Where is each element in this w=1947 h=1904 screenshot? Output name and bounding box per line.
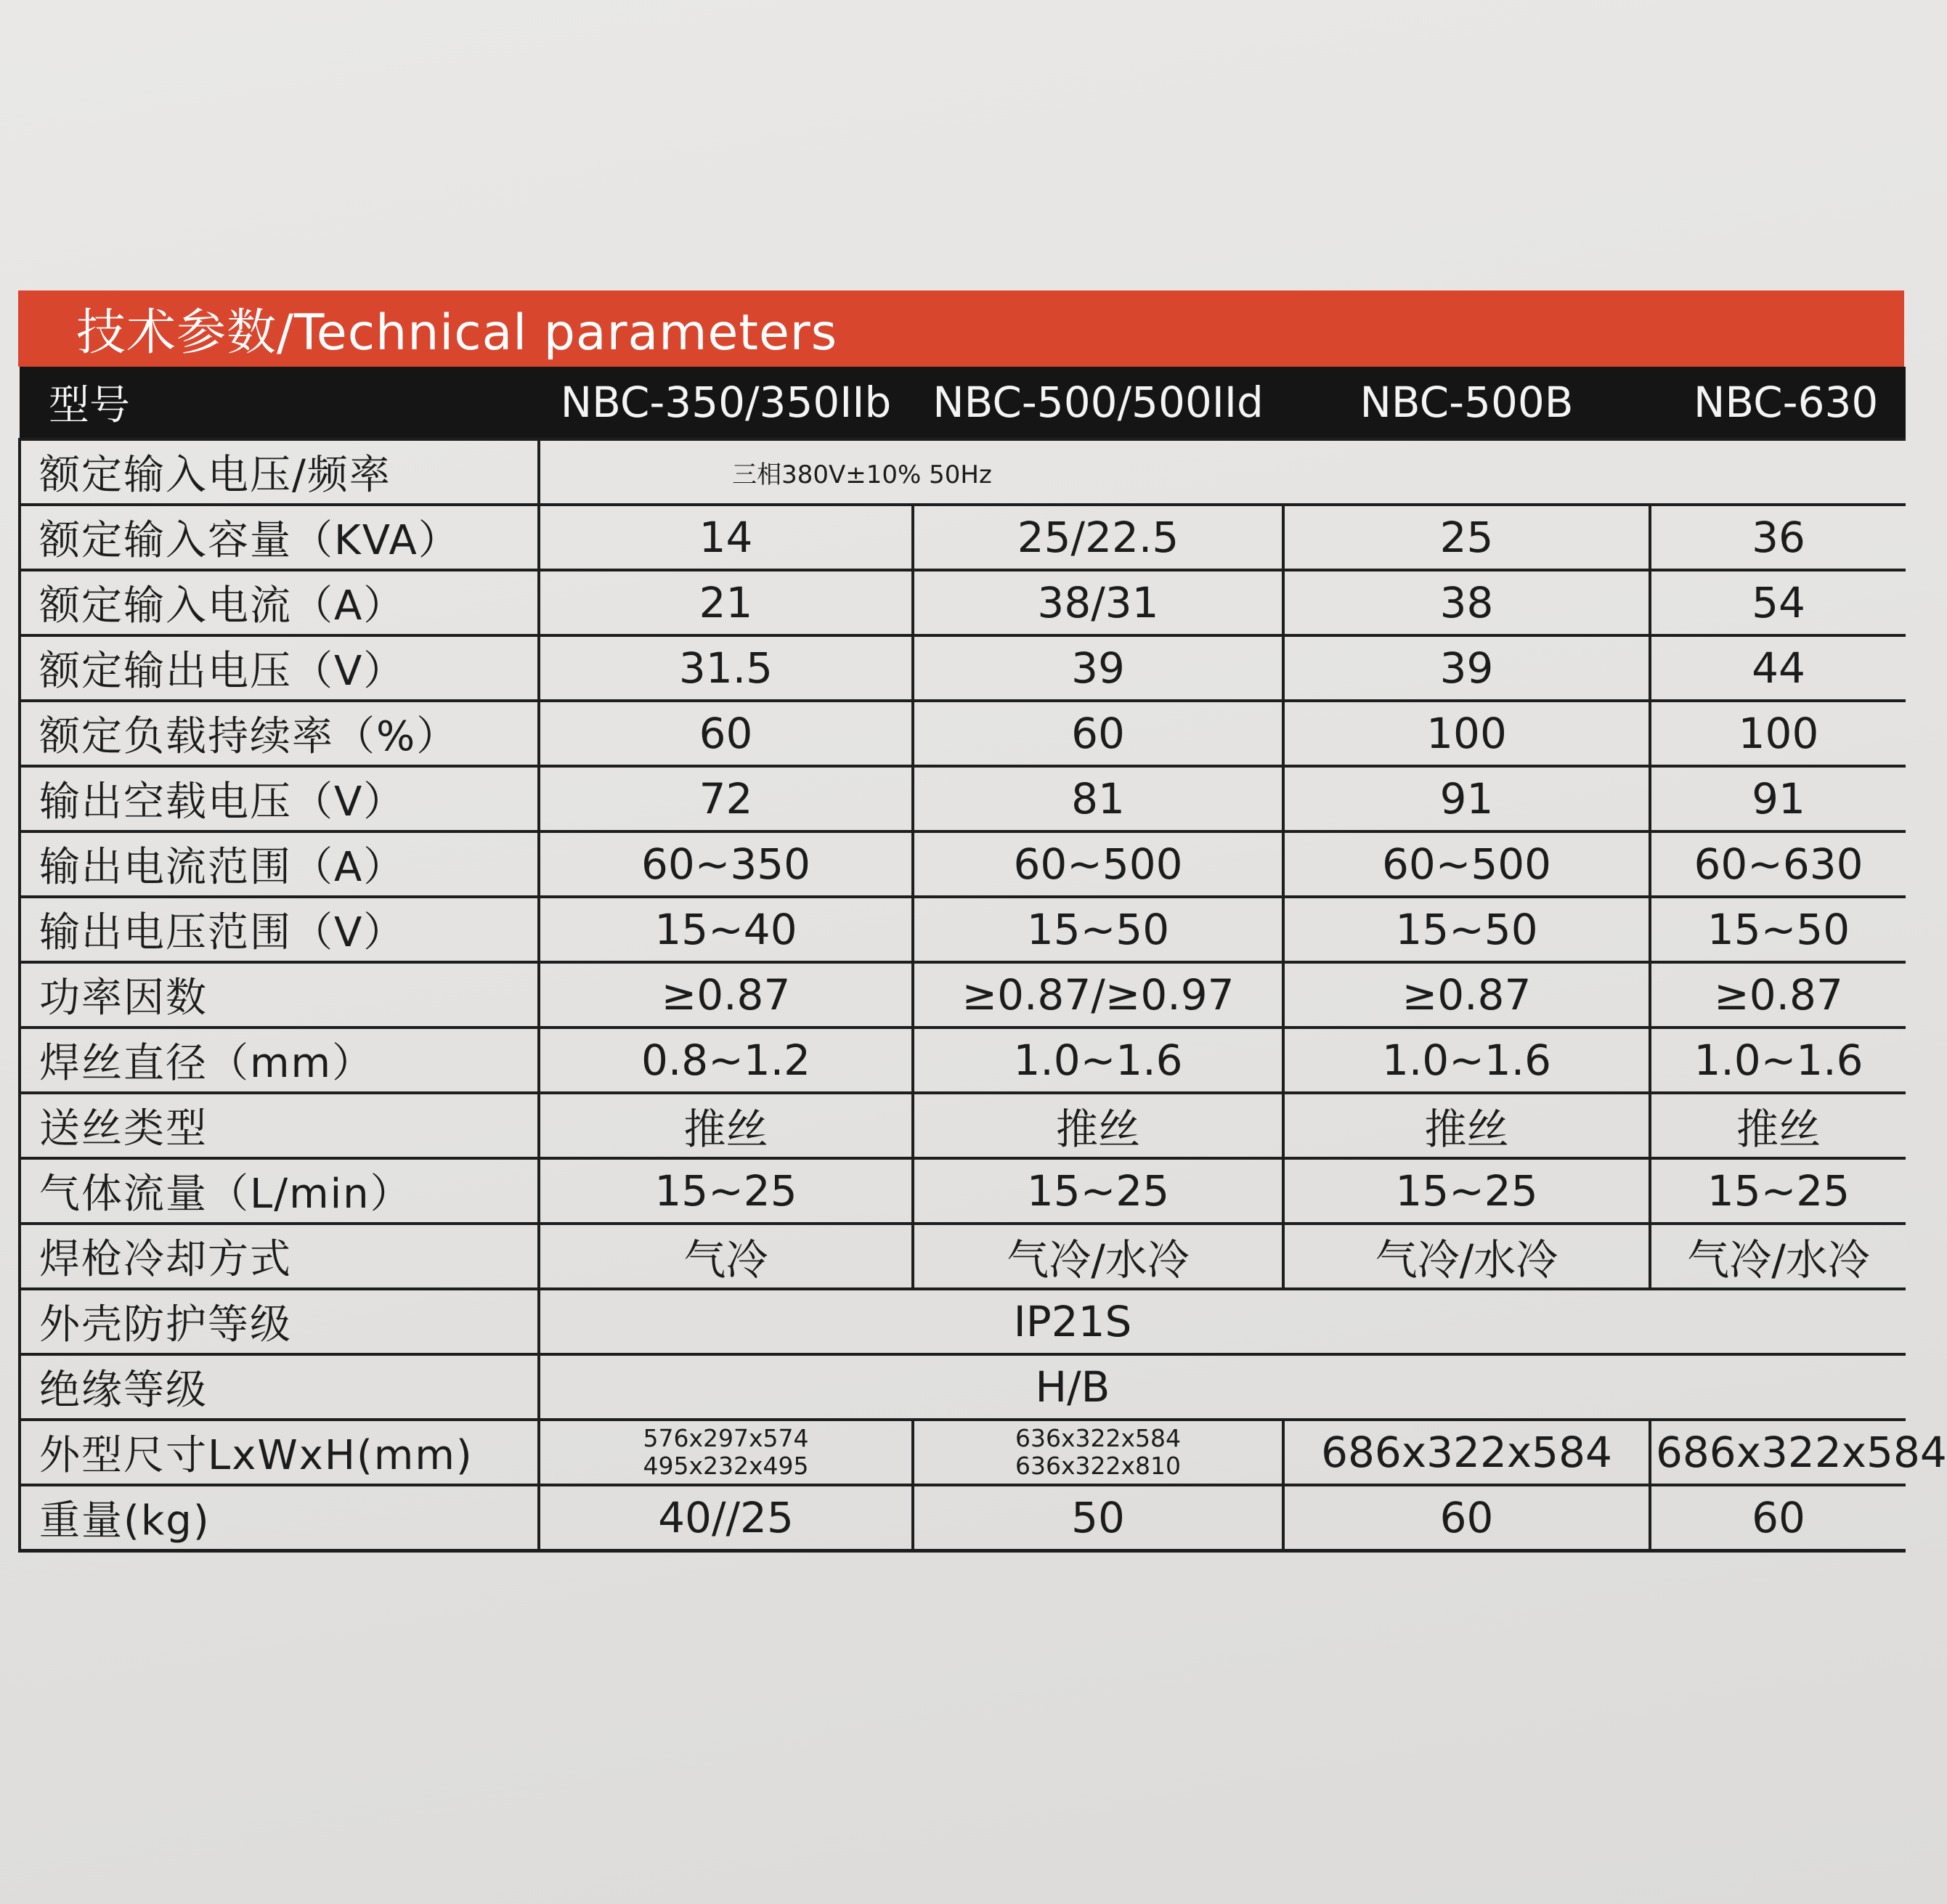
cell-value: 15~25 <box>1650 1158 1906 1224</box>
section-title-bar <box>18 290 1904 367</box>
cell-value: 气冷/水冷 <box>1283 1224 1650 1289</box>
cell-value <box>539 1420 913 1485</box>
table-row <box>20 439 1906 505</box>
cell-value: 60 <box>1650 1485 1906 1550</box>
table-row <box>20 1289 1906 1354</box>
table-row <box>20 831 1906 897</box>
table-row <box>20 1028 1906 1093</box>
technical-parameters-sheet <box>18 290 1947 1553</box>
model-label: 型号 <box>49 382 130 429</box>
cell-value: 60~500 <box>913 831 1283 897</box>
row-label: 重量(kg) <box>20 1485 539 1550</box>
cell-value: ≥0.87/≥0.97 <box>913 962 1283 1028</box>
model-header-row <box>20 367 1906 439</box>
cell-value: 气冷/水冷 <box>1650 1224 1906 1289</box>
cell-value: 39 <box>1283 635 1650 701</box>
cell-value: 推丝 <box>1650 1093 1906 1158</box>
cell-value: 15~50 <box>1650 897 1906 962</box>
cell-value: 15~25 <box>539 1158 913 1224</box>
cell-value: 31.5 <box>539 635 913 701</box>
cell-value: 38 <box>1283 570 1650 635</box>
row-label: 气体流量（L/min） <box>20 1158 539 1224</box>
cell-value: 36 <box>1650 505 1906 570</box>
spanned-value: IP21S <box>539 1289 1906 1354</box>
spanned-value: H/B <box>539 1354 1906 1420</box>
cell-value: 推丝 <box>1283 1093 1650 1158</box>
table-row <box>20 962 1906 1028</box>
model-name: NBC-630 <box>1694 378 1879 427</box>
table-row <box>20 1224 1906 1289</box>
cell-value: 1.0~1.6 <box>1650 1028 1906 1093</box>
cell-value: 50 <box>913 1485 1283 1550</box>
cell-value: 15~25 <box>1283 1158 1650 1224</box>
cell-value <box>913 1420 1283 1485</box>
cell-value: 60~630 <box>1650 831 1906 897</box>
cell-value: 15~40 <box>539 897 913 962</box>
cell-value: 60~500 <box>1283 831 1650 897</box>
row-label: 额定负载持续率（%） <box>20 701 539 766</box>
parameters-table <box>18 367 1947 1553</box>
cell-value: 60 <box>539 701 913 766</box>
row-label: 绝缘等级 <box>20 1354 539 1420</box>
row-label: 额定输入容量（KVA） <box>20 505 539 570</box>
cell-value: 21 <box>539 570 913 635</box>
cell-value: 25/22.5 <box>913 505 1283 570</box>
table-row <box>20 1354 1906 1420</box>
cell-value: 15~50 <box>1283 897 1650 962</box>
model-name: NBC-350/350IIb <box>560 378 892 427</box>
row-label: 额定输入电流（A） <box>20 570 539 635</box>
cell-value: 44 <box>1650 635 1906 701</box>
table-row <box>20 766 1906 831</box>
table-row <box>20 505 1906 570</box>
row-label: 额定输入电压/频率 <box>20 439 539 505</box>
model-name: NBC-500/500IId <box>932 378 1264 427</box>
cell-value: 60~350 <box>539 831 913 897</box>
cell-value: 60 <box>913 701 1283 766</box>
cell-value: 1.0~1.6 <box>913 1028 1283 1093</box>
row-label: 外壳防护等级 <box>20 1289 539 1354</box>
table-row <box>20 570 1906 635</box>
dimension-line: 636x322x584 <box>1015 1424 1182 1452</box>
section-title: 技术参数/Technical parameters <box>76 304 838 362</box>
cell-value: 91 <box>1650 766 1906 831</box>
row-label: 额定输出电压（V） <box>20 635 539 701</box>
row-label: 外型尺寸LxWxH(mm) <box>20 1420 539 1485</box>
cell-value: 60 <box>1283 1485 1650 1550</box>
table-row <box>20 701 1906 766</box>
spanned-value: 三相380V±10% 50Hz <box>539 439 1906 505</box>
row-label: 输出空载电压（V） <box>20 766 539 831</box>
table-row <box>20 1093 1906 1158</box>
cell-value: 72 <box>539 766 913 831</box>
row-label: 输出电压范围（V） <box>20 897 539 962</box>
cell-value: 推丝 <box>913 1093 1283 1158</box>
row-label: 功率因数 <box>20 962 539 1028</box>
cell-value: 686x322x584 <box>1283 1420 1650 1485</box>
table-row <box>20 1420 1906 1485</box>
cell-value: 14 <box>539 505 913 570</box>
cell-value: 100 <box>1650 701 1906 766</box>
cell-value: 1.0~1.6 <box>1283 1028 1650 1093</box>
table-row <box>20 1158 1906 1224</box>
cell-value: 39 <box>913 635 1283 701</box>
cell-value: 15~50 <box>913 897 1283 962</box>
cell-value: 40//25 <box>539 1485 913 1550</box>
table-row <box>20 897 1906 962</box>
cell-value: 25 <box>1283 505 1650 570</box>
model-name: NBC-500B <box>1359 378 1574 427</box>
dimension-line: 576x297x574 <box>643 1424 809 1452</box>
cell-value: 54 <box>1650 570 1906 635</box>
cell-value: 91 <box>1283 766 1650 831</box>
cell-value: 15~25 <box>913 1158 1283 1224</box>
cell-value: ≥0.87 <box>539 962 913 1028</box>
cell-value: 38/31 <box>913 570 1283 635</box>
cell-value: 81 <box>913 766 1283 831</box>
table-row <box>20 1485 1906 1550</box>
cell-value: 100 <box>1283 701 1650 766</box>
table-row <box>20 635 1906 701</box>
cell-value: 686x322x584 <box>1650 1420 1906 1485</box>
row-label: 焊枪冷却方式 <box>20 1224 539 1289</box>
cell-value: 气冷/水冷 <box>913 1224 1283 1289</box>
cell-value: 0.8~1.2 <box>539 1028 913 1093</box>
row-label: 送丝类型 <box>20 1093 539 1158</box>
cell-value: ≥0.87 <box>1650 962 1906 1028</box>
dimension-line: 495x232x495 <box>643 1452 809 1480</box>
cell-value: 推丝 <box>539 1093 913 1158</box>
row-label: 输出电流范围（A） <box>20 831 539 897</box>
cell-value: 气冷 <box>539 1224 913 1289</box>
cell-value: ≥0.87 <box>1283 962 1650 1028</box>
dimension-line: 636x322x810 <box>1015 1452 1182 1480</box>
row-label: 焊丝直径（mm） <box>20 1028 539 1093</box>
